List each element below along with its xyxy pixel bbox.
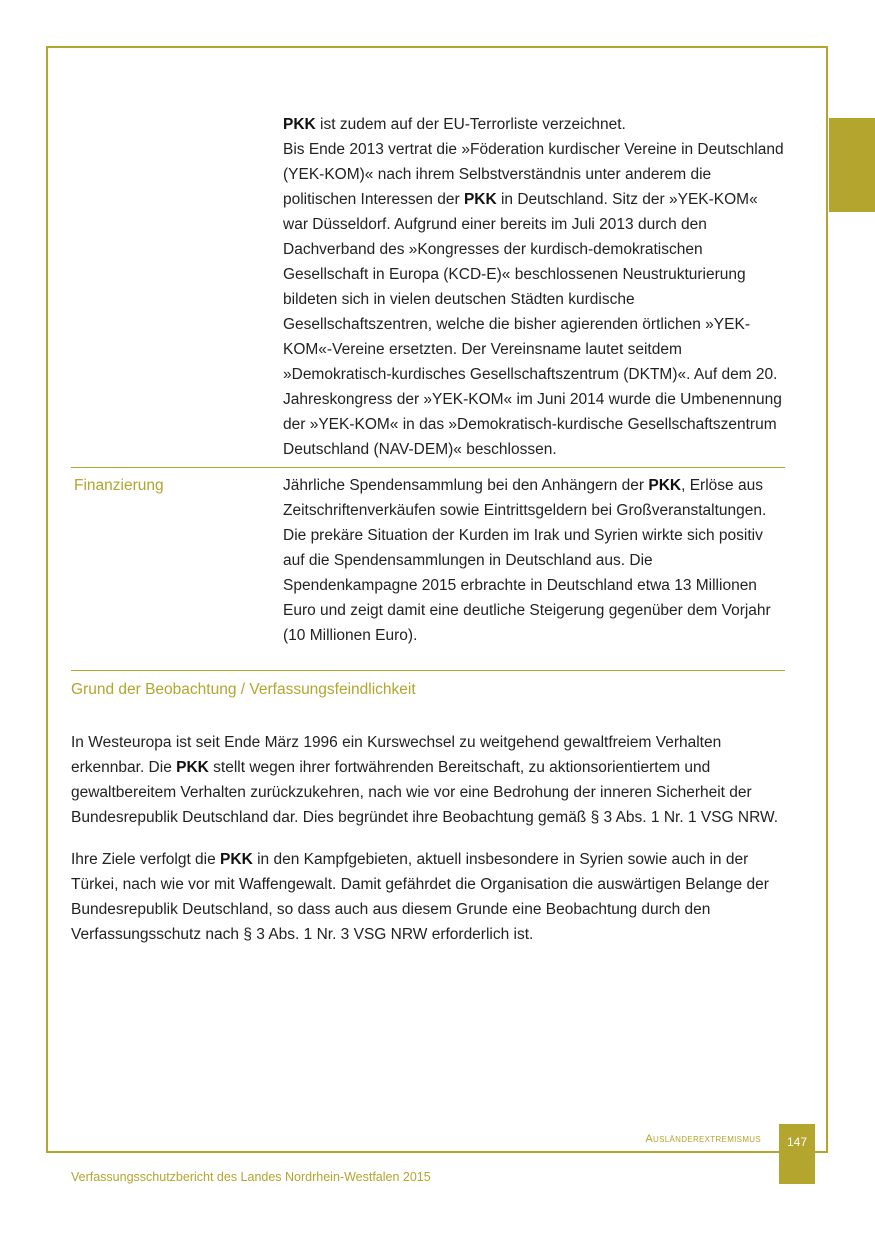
row-text-intro: [283, 112, 785, 462]
footer-report-title: Verfassungsschutzbericht des Landes Nordrhein-Westfalen 2015: [71, 1170, 431, 1184]
finance-paragraph-2: Die prekäre Situation der Kurden im Irak und Syrien wirkte sich positiv auf die Spendensammlungen in Deutschland aus. Die Spendenkampagne 2015 erbrachte in Deutschland etwa 13 Millionen Euro und zeigt damit eine deutliche Steigerung gegenüber dem Vorjahr (10 Millionen Euro).: [283, 527, 771, 644]
page-content: [71, 112, 785, 947]
table-row-intro: [71, 112, 785, 467]
page-number: 147: [779, 1124, 815, 1184]
chapter-tab: [829, 118, 875, 212]
row-label-empty: [71, 112, 283, 462]
yek-kom-paragraph: Bis Ende 2013 vertrat die »Föderation kurdischer Vereine in Deutschland (YEK-KOM)« nach ihrem Selbstverständnis unter anderem die politischen Interessen der PKK in Deutschland. Sitz der »YEK-KOM« war Düsseldorf. Aufgrund einer bereits im Juli 2013 durch den Dachverband des »Kongresses der kurdisch-demokratischen Gesellschaft in Europa (KCD-E)« beschlossenen Neustrukturierung bildeten sich in vielen deutschen Städten kurdische Gesellschaftszentren, welche die bisher agierenden örtlichen »YEK-KOM«-Vereine ersetzten. Der Vereinsname lautet seitdem »Demokratisch-kurdisches Gesellschaftszentrum (DKTM)«. Auf dem 20. Jahreskongress der »YEK-KOM« im Juni 2014 wurde die Umbenennung der »YEK-KOM« in das »Demokratisch-kurdische Gesellschaftszentrum Deutschland (NAV-DEM)« beschlossen.: [283, 141, 784, 458]
row-label-finanzierung: Finanzierung: [74, 477, 164, 494]
table-row-finanzierung: [71, 467, 785, 670]
footer-section-name: Ausländerextremismus: [645, 1133, 761, 1145]
finance-paragraph-1: Jährliche Spendensammlung bei den Anhängern der PKK, Erlöse aus Zeitschriftenverkäufen sowie Eintrittsgeldern bei Großveranstaltungen.: [283, 477, 767, 519]
row-text-finanzierung: [283, 473, 785, 648]
terrorlist-line: PKK ist zudem auf der EU-Terrorliste verzeichnet.: [283, 116, 626, 133]
body-paragraph-2: Ihre Ziele verfolgt die PKK in den Kampfgebieten, aktuell insbesondere in Syrien sowie auch in der Türkei, nach wie vor mit Waffengewalt. Damit gefährdet die Organisation die auswärtigen Belange der Bundesrepublik Deutschland, so dass auch aus diesem Grunde eine Beobachtung durch den Verfassungsschutz nach § 3 Abs. 1 Nr. 3 VSG NRW erforderlich ist.: [71, 851, 769, 943]
body-paragraph-1: In Westeuropa ist seit Ende März 1996 ein Kurswechsel zu weitgehend gewaltfreiem Verhalten erkennbar. Die PKK stellt wegen ihrer fortwährenden Bereitschaft, zu aktionsorientiertem und gewaltbereitem Verhalten zurückzukehren, nach wie vor eine Bedrohung der inneren Sicherheit der Bundesrepublik Deutschland dar. Dies begründet ihre Beobachtung gemäß § 3 Abs. 1 Nr. 1 VSG NRW.: [71, 734, 779, 826]
section-heading: Grund der Beobachtung / Verfassungsfeindlichkeit: [71, 670, 785, 702]
